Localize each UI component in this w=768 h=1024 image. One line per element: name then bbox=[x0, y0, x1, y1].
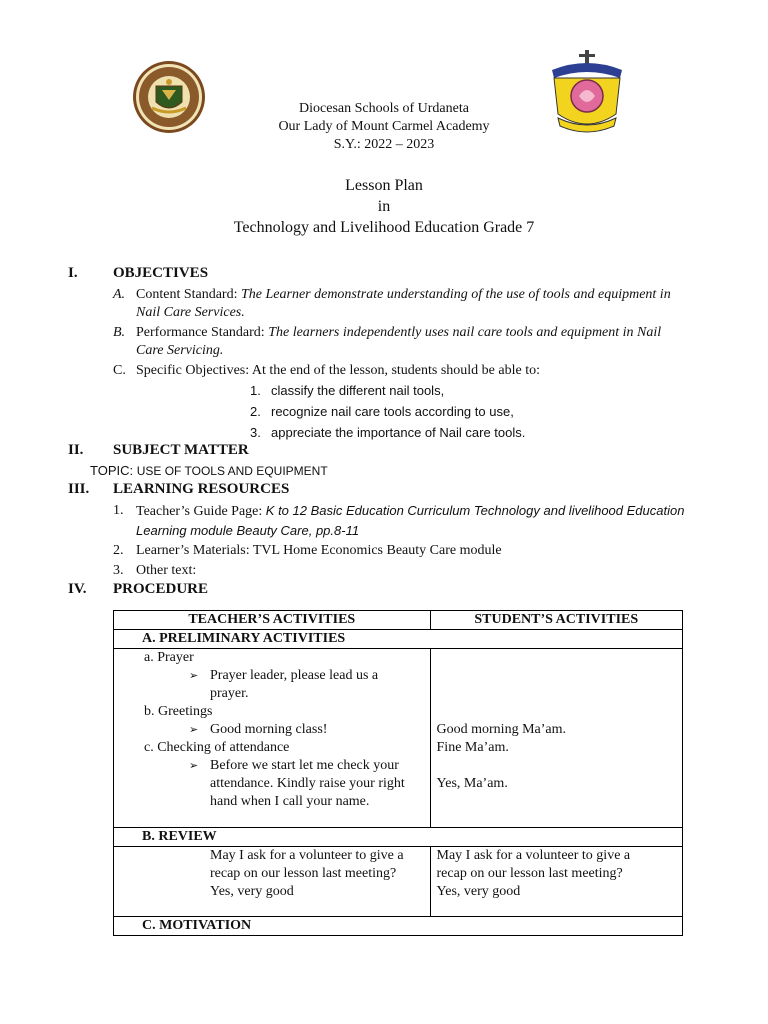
greetings-item: b. Greetings bbox=[144, 704, 213, 719]
arrow-bullet-icon bbox=[189, 667, 198, 685]
specific-objectives: Specific Objectives: At the end of the lesson, students should be able to: bbox=[136, 363, 540, 378]
section-title-objectives: OBJECTIVES bbox=[113, 265, 209, 281]
attendance-item: c. Checking of attendance bbox=[144, 740, 290, 755]
table-row bbox=[114, 917, 683, 936]
doc-title-line1: Lesson Plan bbox=[345, 177, 423, 194]
list-letter: B. bbox=[113, 325, 126, 340]
section-number: III. bbox=[68, 481, 90, 497]
school-year: S.Y.: 2022 – 2023 bbox=[333, 137, 435, 152]
student-yes: Yes, Ma’am. bbox=[436, 776, 508, 791]
table-header-row bbox=[114, 611, 683, 630]
table-row bbox=[114, 649, 683, 828]
header-teachers-activities: TEACHER’S ACTIVITIES bbox=[114, 611, 431, 630]
objective-item: classify the different nail tools, bbox=[271, 383, 445, 398]
objective-item: recognize nail care tools according to use, bbox=[271, 404, 514, 419]
section-number: I. bbox=[68, 265, 78, 281]
list-letter: C. bbox=[113, 363, 126, 378]
performance-standard-cont: Care Servicing. bbox=[136, 343, 224, 358]
diocese-name: Diocesan Schools of Urdaneta bbox=[299, 101, 469, 116]
school-name: Our Lady of Mount Carmel Academy bbox=[278, 119, 490, 134]
attendance-instruction: ➢ Before we start let me check your attendance. Kindly raise your right hand when I call your name. bbox=[114, 757, 430, 811]
table-row bbox=[114, 630, 683, 649]
section-title-subject-matter: SUBJECT MATTER bbox=[113, 442, 249, 458]
student-greeting: Good morning Ma’am. bbox=[436, 722, 566, 737]
list-item: 3. bbox=[113, 563, 124, 578]
student-preliminary-cell bbox=[430, 649, 682, 828]
student-review-cell: May I ask for a volunteer to give a recap on our lesson last meeting? Yes, very good bbox=[430, 847, 682, 917]
list-item: 2. bbox=[113, 543, 124, 558]
list-item: 1. bbox=[250, 383, 261, 398]
student-fine: Fine Ma’am. bbox=[436, 740, 509, 755]
section-title-procedure: PROCEDURE bbox=[113, 581, 209, 597]
list-item: 1. bbox=[113, 503, 124, 518]
greeting-instruction: ➢ Good morning class! bbox=[114, 721, 430, 739]
teachers-guide-cont: Learning module Beauty Care, pp.8-11 bbox=[136, 523, 360, 538]
teacher-review-cell: May I ask for a volunteer to give a recap on our lesson last meeting? Yes, very good bbox=[114, 847, 431, 917]
section-number: II. bbox=[68, 442, 84, 458]
teacher-preliminary-cell bbox=[114, 649, 431, 828]
doc-title-line2: in bbox=[377, 198, 391, 215]
other-text: Other text: bbox=[136, 563, 197, 578]
content-standard: Content Standard: The Learner demonstrate understanding of the use of tools and equipment in bbox=[136, 287, 671, 302]
teachers-guide: Teacher’s Guide Page: K to 12 Basic Education Curriculum Technology and livelihood Education bbox=[136, 503, 685, 519]
arrow-bullet-icon bbox=[189, 721, 198, 739]
table-row bbox=[114, 828, 683, 847]
objective-item: appreciate the importance of Nail care tools. bbox=[271, 425, 526, 440]
topic: TOPIC: USE OF TOOLS AND EQUIPMENT bbox=[90, 463, 328, 478]
performance-standard: Performance Standard: The learners independently uses nail care tools and equipment in Nail bbox=[136, 325, 662, 340]
header-students-activities: STUDENT’S ACTIVITIES bbox=[430, 611, 682, 630]
list-item: 3. bbox=[250, 425, 261, 440]
table-row bbox=[114, 847, 683, 917]
procedure-table bbox=[113, 610, 683, 936]
section-preliminary-activities: A. PRELIMINARY ACTIVITIES bbox=[114, 630, 683, 649]
section-motivation: C. MOTIVATION bbox=[114, 917, 683, 936]
arrow-bullet-icon bbox=[189, 757, 198, 775]
section-number: IV. bbox=[68, 581, 87, 597]
section-title-learning-resources: LEARNING RESOURCES bbox=[113, 481, 290, 497]
learners-materials: Learner’s Materials: TVL Home Economics Beauty Care module bbox=[136, 543, 502, 558]
doc-title-line3: Technology and Livelihood Education Grade 7 bbox=[233, 219, 535, 236]
prayer-item: a. Prayer bbox=[144, 650, 194, 665]
list-letter: A. bbox=[113, 287, 126, 302]
section-review: B. REVIEW bbox=[114, 828, 683, 847]
prayer-instruction: ➢ Prayer leader, please lead us a prayer. bbox=[114, 667, 430, 703]
list-item: 2. bbox=[250, 404, 261, 419]
content-standard-cont: Nail Care Services. bbox=[136, 305, 245, 320]
